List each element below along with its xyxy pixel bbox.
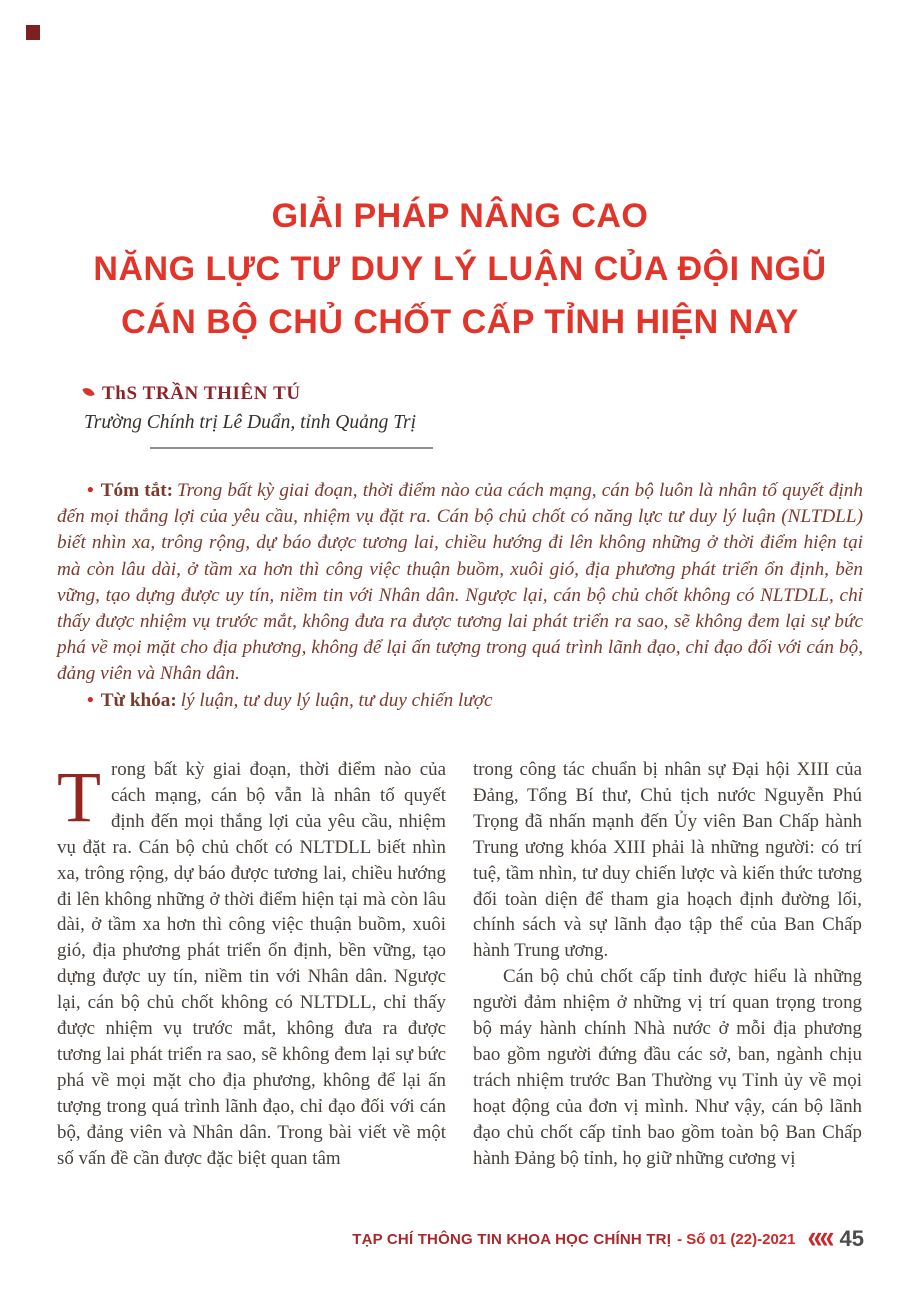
left-column-text: rong bất kỳ giai đoạn, thời điểm nào của cách mạng, cán bộ vẫn là nhân tố quyết định đến mọi thắng lợi của yêu cầu, nhiệm vụ đặt ra. Cán bộ chủ chốt có NLTDLL biết nhìn xa, trông rộng, dự báo được tương lai, chiều hướng đi lên không những ở thời điểm hiện tại mà còn lâu dài, ở tầm xa hơn thì công việc thuận buồm, xuôi gió, địa phương phát triển ổn định, bền vững, tạo dựng được uy tín, niềm tin với Nhân dân. Ngược lại, cán bộ chủ chốt không có NLTDLL, chỉ thấy được nhiệm vụ trước mắt, không đưa ra được tương lai phát triển ra sao, sẽ không đem lại sự bức phá về mọi mặt cho địa phương, không để lại ấn tượng trong quá trình lãnh đạo, chỉ đạo đối với cán bộ, đảng viên và Nhân dân. Trong bài viết về một số vấn đề cần được đặc biệt quan tâm (57, 759, 446, 1169)
left-column-paragraph (57, 757, 446, 1172)
byline (84, 383, 416, 434)
chevrons-icon: «« (807, 1218, 832, 1255)
divider-rule (150, 447, 433, 449)
right-column-paragraph-1: trong công tác chuẩn bị nhân sự Đại hội XIII của Đảng, Tổng Bí thư, Chủ tịch nước Nguyễn Phú Trọng đã nhấn mạnh đến Ủy viên Ban Chấp hành Trung ương khóa XIII phải là những người: có trí tuệ, tầm nhìn, tư duy chiến lược và kiến thức tương đối toàn diện để tham gia hoạch định đường lối, chính sách và sự lãnh đạo tập thể của Ban Chấp hành Trung ương. (473, 759, 862, 962)
drop-cap: T (57, 757, 101, 837)
keywords-text: lý luận, tư duy lý luận, tư duy chiến lược (180, 689, 493, 711)
author-affiliation: Trường Chính trị Lê Duẩn, tỉnh Quảng Trị (84, 412, 417, 433)
abstract-label: Tóm tắt: (100, 480, 174, 501)
body-columns (57, 757, 863, 1172)
left-column (57, 757, 446, 1172)
abstract-text: Trong bất kỳ giai đoạn, thời điểm nào của cách mạng, cán bộ luôn là nhân tố quyết định đến mọi thắng lợi của yêu cầu, nhiệm vụ đặt ra. Cán bộ chủ chốt có năng lực tư duy lý luận (NLTDLL) biết nhìn xa, trông rộng, dự báo được tương lai, chiều hướng đi lên không những ở thời điểm hiện tại mà còn lâu dài, ở tầm xa hơn thì công việc thuận buồm, xuôi gió, địa phương phát triển ổn định, bền vững, tạo dựng được uy tín, niềm tin với Nhân dân. Ngược lại, cán bộ chủ chốt không có NLTDLL, chỉ thấy được nhiệm vụ trước mắt, không đưa ra được tương lai phát triển ra sao, sẽ không đem lại sự bức phá về mọi mặt cho địa phương, không để lại ấn tượng trong quá trình lãnh đạo, chỉ đạo đối với cán bộ, đảng viên và Nhân dân. (57, 480, 863, 685)
page-footer (352, 1218, 864, 1255)
right-column-paragraph-2: Cán bộ chủ chốt cấp tỉnh được hiểu là những người đảm nhiệm ở những vị trí quan trọng trong bộ máy hành chính Nhà nước ở mỗi địa phương bao gồm người đứng đầu các sở, ban, ngành chịu trách nhiệm trước Ban Thường vụ Tỉnh ủy về mọi hoạt động của đơn vị mình. Như vậy, cán bộ lãnh đạo chủ chốt cấp tỉnh bao gồm toàn bộ Ban Chấp hành Đảng bộ tỉnh, họ giữ những cương vị (473, 966, 862, 1169)
abstract-section (57, 478, 863, 714)
journal-title: TẠP CHÍ THÔNG TIN KHOA HỌC CHÍNH TRỊ (352, 1230, 672, 1248)
keywords-label: Từ khóa: (100, 689, 177, 711)
author-name: ThS TRẦN THIÊN TÚ (102, 383, 301, 404)
corner-mark (26, 25, 40, 40)
author-row (84, 383, 416, 405)
right-column (473, 757, 862, 1172)
article-title (40, 190, 880, 349)
keywords-paragraph (57, 688, 863, 714)
title-line-2: NĂNG LỰC TƯ DUY LÝ LUẬN CỦA ĐỘI NGŨ (93, 250, 827, 288)
bullet-icon: • (87, 480, 94, 501)
title-line-3: CÁN BỘ CHỦ CHỐT CẤP TỈNH HIỆN NAY (121, 303, 799, 341)
abstract-paragraph (57, 478, 863, 688)
title-line-1: GIẢI PHÁP NÂNG CAO (271, 197, 649, 235)
issue-label: - Số 01 (22)-2021 (677, 1230, 796, 1248)
page-number: 45 (839, 1226, 864, 1251)
bullet-icon: • (87, 689, 94, 711)
leaf-icon (82, 386, 94, 399)
